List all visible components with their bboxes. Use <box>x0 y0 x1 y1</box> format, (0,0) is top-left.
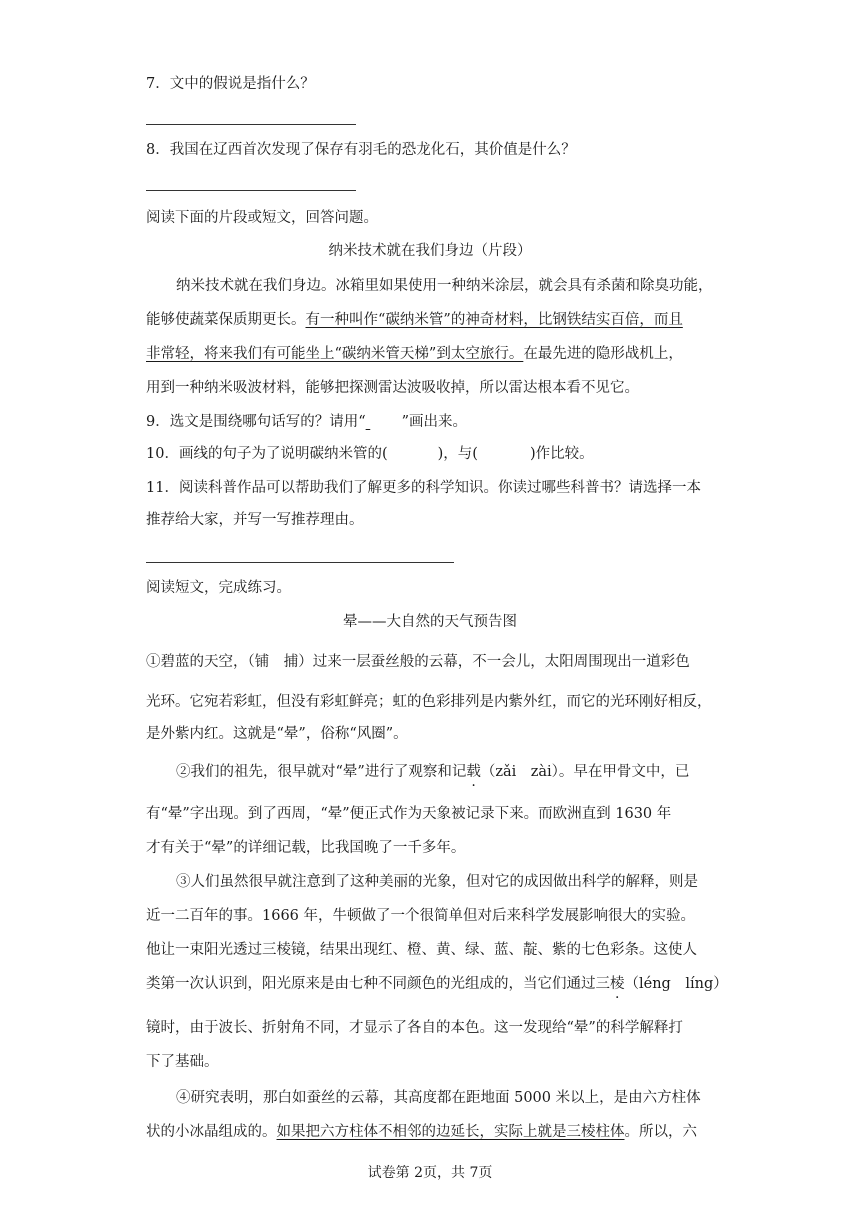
passage-title: 晕——大自然的天气预告图 <box>343 614 517 630</box>
passage-line <box>146 1122 697 1142</box>
answer-line-7 <box>146 124 356 125</box>
question-11: 11．阅读科普作品可以帮助我们了解更多的科学知识。你读过哪些科普书？请选择一本 <box>146 480 701 496</box>
question-8: 8．我国在辽西首次发现了保存有羽毛的恐龙化石，其价值是什么？ <box>146 142 576 158</box>
question-text: ”画出来。 <box>401 414 468 430</box>
question-10 <box>146 444 594 464</box>
passage-text: 。所以，六 <box>624 1124 697 1140</box>
passage-line: 镜时，由于波长、折射角不同，才显示了各自的本色。这一发现给“晕”的科学解释打 <box>146 1020 683 1036</box>
section-intro: 阅读短文，完成练习。 <box>146 580 291 596</box>
passage-text: （léng líng） <box>624 976 728 992</box>
passage-line <box>146 310 683 330</box>
question-7: 7．文中的假说是指什么？ <box>146 76 315 92</box>
passage-line: 用到一种纳米吸波材料，能够把探测雷达波吸收掉，所以雷达根本看不见它。 <box>146 380 639 396</box>
page-footer: 试卷第 2页，共 7页 <box>367 1165 493 1181</box>
dotted-char: 载 <box>466 764 481 780</box>
passage-title: 纳米技术就在我们身边（片段） <box>328 243 532 259</box>
passage-line: 近一二百年的事。1666 年，牛顿做了一个很简单但对后来科学发展影响很大的实验。 <box>146 908 696 924</box>
passage-text: 能够使蔬菜保质期更长。 <box>146 312 306 328</box>
underlined-sentence: 有一种叫作“碳纳米管”的神奇材料，比钢铁结实百倍，而且 <box>305 312 683 328</box>
dotted-char: 棱 <box>610 976 625 992</box>
question-text: )，与( <box>437 446 478 462</box>
passage-text: 状的小冰晶组成的。 <box>146 1124 277 1140</box>
passage-line: 光环。它宛若彩虹，但没有彩虹鲜亮；虹的色彩排列是内紫外红，而它的光环刚好相反， <box>146 694 712 710</box>
passage-text: 在最先进的隐形战机上， <box>523 346 683 362</box>
answer-line-8 <box>146 190 356 191</box>
blank <box>366 412 402 432</box>
passage-line: ③人们虽然很早就注意到了这种美丽的光象，但对它的成因做出科学的解释，则是 <box>176 874 698 890</box>
question-11: 推荐给大家，并写一写推荐理由。 <box>146 512 364 528</box>
passage-line: 他让一束阳光透过三棱镜，结果出现红、橙、黄、绿、蓝、靛、紫的七色彩条。这使人 <box>146 942 697 958</box>
question-9 <box>146 412 467 432</box>
section-intro: 阅读下面的片段或短文，回答问题。 <box>146 210 378 226</box>
answer-line-11 <box>146 562 454 563</box>
passage-line: ①碧蓝的天空，（铺 捕）过来一层蚕丝般的云幕，不一会儿，太阳周围现出一道彩色 <box>146 654 690 670</box>
passage-text: ②我们的祖先，很早就对“晕”进行了观察和记 <box>176 764 467 780</box>
passage-line <box>146 344 683 364</box>
question-text: )作比较。 <box>529 446 594 462</box>
question-text: 9．选文是围绕哪句话写的？请用“ <box>146 414 366 430</box>
passage-line <box>146 974 728 994</box>
question-text: 10．画线的句子为了说明碳纳米管的( <box>146 446 388 462</box>
underlined-sentence: 非常轻，将来我们有可能坐上“碳纳米管天梯”到太空旅行。 <box>146 346 524 362</box>
passage-line: 纳米技术就在我们身边。冰箱里如果使用一种纳米涂层，就会具有杀菌和除臭功能， <box>176 278 713 294</box>
passage-line <box>176 762 689 782</box>
passage-text: 类第一次认识到，阳光原来是由七种不同颜色的光组成的，当它们通过三 <box>146 976 610 992</box>
passage-text: （zǎi zài）。早在甲骨文中，已 <box>480 764 690 780</box>
passage-line: 是外紫内红。这就是“晕”，俗称“风圈”。 <box>146 726 408 742</box>
passage-line: 下了基础。 <box>146 1054 219 1070</box>
passage-line: 有“晕”字出现。到了西周，“晕”便正式作为天象被记录下来。而欧洲直到 1630 年 <box>146 806 672 822</box>
passage-line: 才有关于“晕”的详细记载，比我国晚了一千多年。 <box>146 840 466 856</box>
passage-line: ④研究表明，那白如蚕丝的云幕，其高度都在距地面 5000 米以上，是由六方柱体 <box>176 1090 701 1106</box>
underlined-sentence: 如果把六方柱体不相邻的边延长，实际上就是三棱柱体 <box>276 1124 625 1140</box>
